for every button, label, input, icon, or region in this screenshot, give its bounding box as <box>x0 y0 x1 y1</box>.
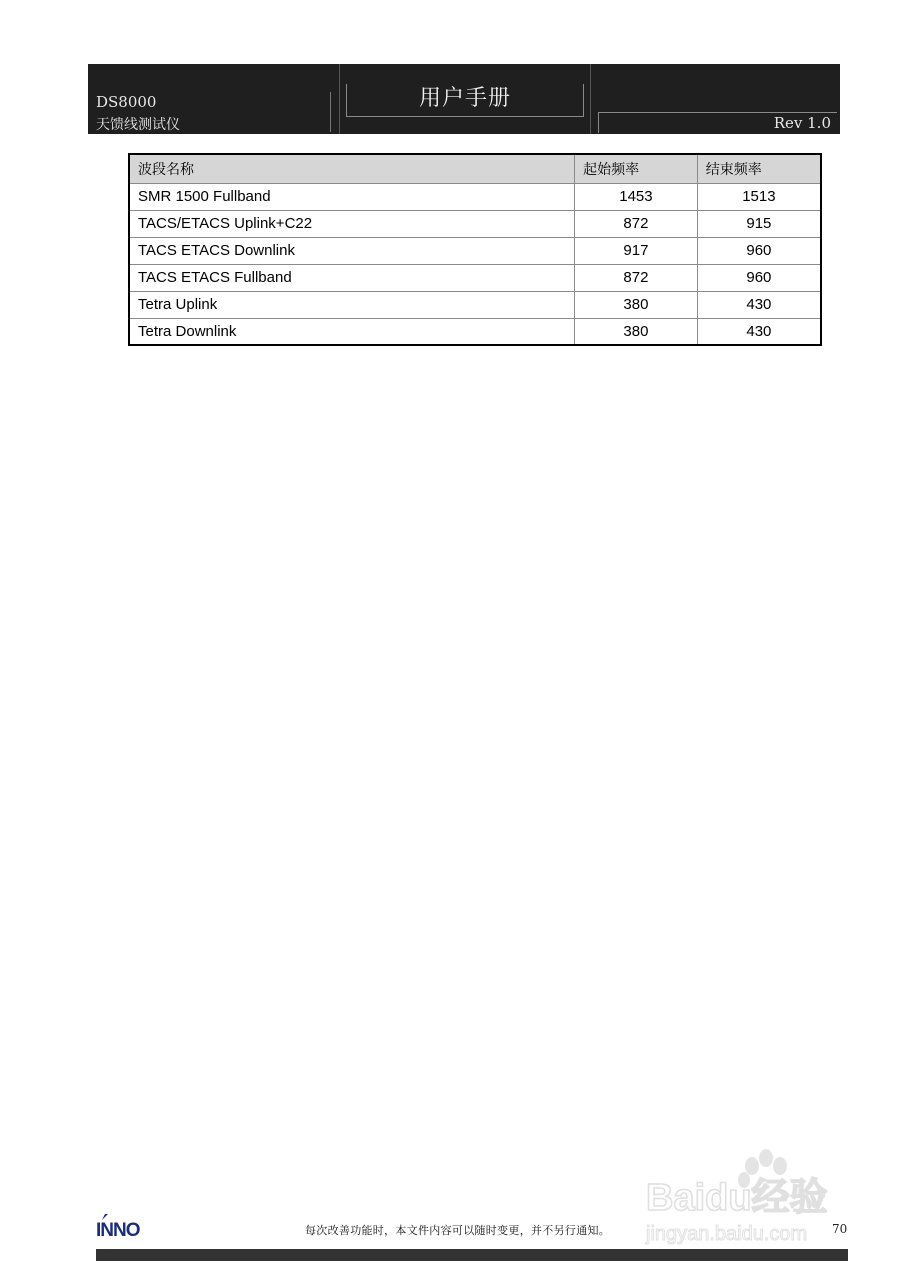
band-name-cell: TACS ETACS Downlink <box>129 237 575 264</box>
table-row <box>129 210 821 237</box>
page-number: 70 <box>832 1222 848 1236</box>
inno-logo <box>96 1212 162 1238</box>
start-freq-cell: 917 <box>575 237 698 264</box>
start-freq-cell: 380 <box>575 318 698 345</box>
band-frequency-table <box>128 153 822 346</box>
band-name-cell: TACS ETACS Fullband <box>129 264 575 291</box>
end-freq-cell: 960 <box>697 264 821 291</box>
band-name-cell: SMR 1500 Fullband <box>129 183 575 210</box>
column-header-start-freq: 起始频率 <box>575 154 698 183</box>
logo-text: INNO <box>96 1220 140 1238</box>
end-freq-cell: 430 <box>697 291 821 318</box>
baidu-watermark <box>640 1148 860 1248</box>
end-freq-cell: 960 <box>697 237 821 264</box>
table-row <box>129 318 821 345</box>
header-product-name: 天馈线测试仪 <box>96 117 180 133</box>
header-divider <box>590 64 592 134</box>
column-header-band-name: 波段名称 <box>129 154 575 183</box>
start-freq-cell: 1453 <box>575 183 698 210</box>
header-revision: Rev 1.0 <box>773 114 831 132</box>
end-freq-cell: 430 <box>697 318 821 345</box>
watermark-url: jingyan.baidu.com <box>646 1223 808 1245</box>
table-row <box>129 291 821 318</box>
page-header <box>88 64 840 134</box>
band-name-cell: Tetra Uplink <box>129 291 575 318</box>
start-freq-cell: 872 <box>575 210 698 237</box>
table-header-row <box>129 154 821 183</box>
header-product-block <box>88 64 338 134</box>
footer-bar <box>96 1249 848 1261</box>
header-doc-title: 用户手册 <box>346 84 584 117</box>
end-freq-cell: 1513 <box>697 183 821 210</box>
table-row <box>129 237 821 264</box>
start-freq-cell: 872 <box>575 264 698 291</box>
header-revision-block <box>598 112 837 133</box>
start-freq-cell: 380 <box>575 291 698 318</box>
header-divider <box>330 92 332 132</box>
header-divider <box>339 64 341 134</box>
watermark-brand: Baidu经验 <box>646 1177 828 1219</box>
table-row <box>129 264 821 291</box>
header-model: DS8000 <box>96 93 157 111</box>
column-header-end-freq: 结束频率 <box>697 154 821 183</box>
band-name-cell: Tetra Downlink <box>129 318 575 345</box>
end-freq-cell: 915 <box>697 210 821 237</box>
footer-disclaimer: 每次改善功能时，本文件内容可以随时变更，并不另行通知。 <box>305 1224 611 1237</box>
band-name-cell: TACS/ETACS Uplink+C22 <box>129 210 575 237</box>
table-row <box>129 183 821 210</box>
